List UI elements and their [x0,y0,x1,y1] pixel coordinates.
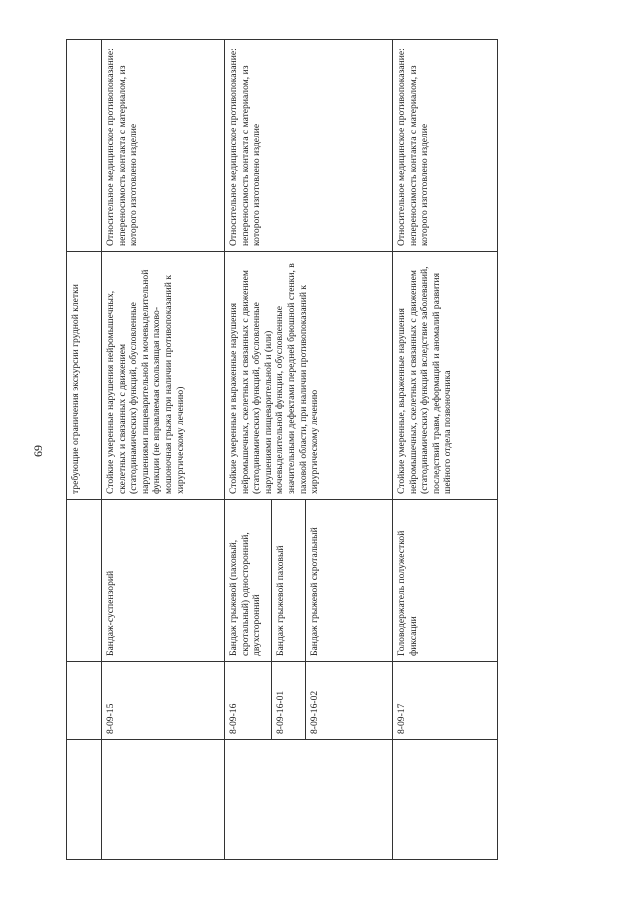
contraindications-cell: Относительное медицинское противопоказание: непереносимость контакта с материалом, из которого изготовлено изделие [225,40,393,252]
name-cell [67,500,102,662]
table-row [225,40,272,860]
rotated-table-wrapper [66,40,621,860]
code-cell: 8-09-16-01 [272,662,306,740]
indications-cell: Стойкие умеренные, выраженные нарушения нейромышечных, скелетных и связанных с движением (статодинамических) функций вследствие заболеваний, последствий травм, деформаций и аномалий развития шейного отдела позвоночника [393,252,498,500]
name-cell: Бандаж грыжевой паховый [272,500,306,662]
table-row [102,40,225,860]
document-sheet [66,40,621,860]
empty-cell [67,740,102,860]
table-row [67,40,102,860]
code-cell: 8-09-15 [102,662,225,740]
name-cell: Бандаж грыжевой скротальный [306,500,393,662]
name-cell: Головодержатель полужесткой фиксации [393,500,498,662]
code-cell [67,662,102,740]
table-row [393,40,498,860]
indications-cell: требующие ограничения экскурсии грудной клетки [67,252,102,500]
medical-devices-table [66,39,498,860]
indications-cell: Стойкие умеренные нарушения нейромышечных, скелетных и связанных с движением (статодинамических) функций, обусловленные нарушениями пищеварительной и мочевыделительной функции (не вправляемая скользящая пахово-мошоночная грыжа при наличии противопоказаний к хирургическому лечению) [102,252,225,500]
contraindications-cell: Относительное медицинское противопоказание: непереносимость контакта с материалом, из которого изготовлено изделие [102,40,225,252]
page-number: 69 [31,445,45,457]
empty-cell [225,740,393,860]
empty-cell [393,740,498,860]
code-cell: 8-09-16 [225,662,272,740]
indications-cell: Стойкие умеренные и выраженные нарушения нейромышечных, скелетных и связанных с движением (статодинамических) функций, обусловленные нарушениями пищеварительной и (или) мочевыделительной функции, обусловленные значительными дефектами передней брюшной стенки, в паховой области, при наличии противопоказаний к хирургическому лечению [225,252,393,500]
contraindications-cell: Относительное медицинское противопоказание: непереносимость контакта с материалом, из которого изготовлено изделие [393,40,498,252]
name-cell: Бандаж-суспензорий [102,500,225,662]
empty-cell [102,740,225,860]
name-cell: Бандаж грыжевой (паховый, скротальный) односторонний, двухсторонний [225,500,272,662]
code-cell: 8-09-16-02 [306,662,393,740]
contraindications-cell [67,40,102,252]
code-cell: 8-09-17 [393,662,498,740]
